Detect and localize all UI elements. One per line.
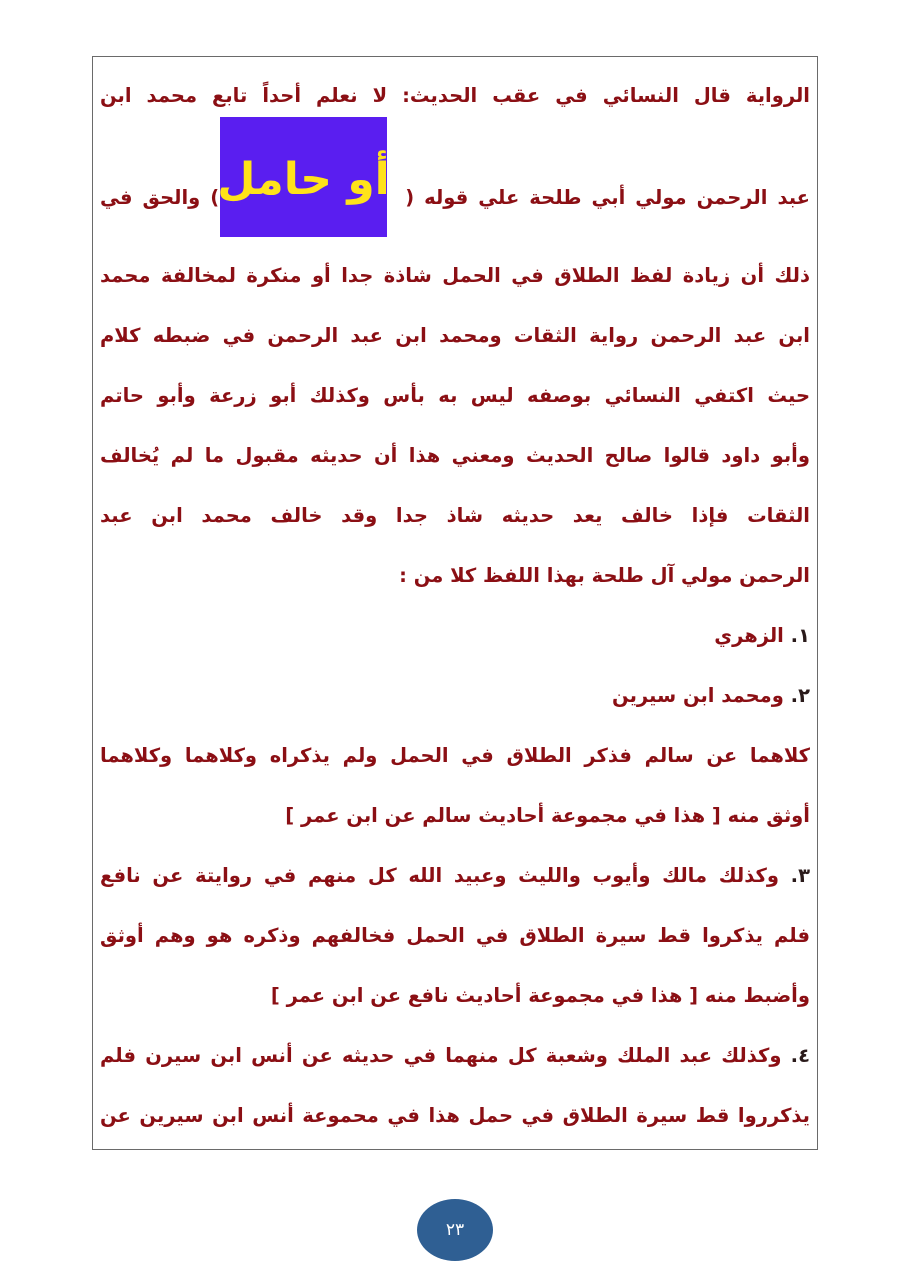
text-line-3: ذلك أن زيادة لفظ الطلاق في الحمل شاذة جدا أو منكرة لمخالفة محمد [100,264,810,287]
page-number: ٢٣ [445,1220,465,1240]
text-line-4: ابن عبد الرحمن رواية الثقات ومحمد ابن عبد الرحمن في ضبطه كلام [100,324,810,347]
list-item-2-number: ٢. [790,684,810,707]
list-item-4 [100,1038,810,1074]
page-number-badge [417,1199,493,1261]
text-line-5: حيث اكتفي النسائي بوصفه ليس به بأس وكذلك أبو زرعة وأبو حاتم [100,384,810,407]
text-line-2-start: عبد الرحمن مولي أبي طلحة علي قوله ( [405,186,810,209]
text-line-1: الرواية قال النسائي في عقب الحديث: لا نعلم أحداً تابع محمد ابن [100,84,810,107]
text-line-2-end: ) والحق في [100,186,220,209]
list-item-1 [100,618,810,654]
list-item-3 [100,858,810,894]
text-line-17: يذكرروا قط سيرة الطلاق في حمل هذا في محموعة أنس ابن سيرين عن [100,1104,810,1127]
list-item-4-text: وكذلك عبد الملك وشعبة كل منهما في حديثه عن أنس ابن سيرن فلم [100,1044,782,1067]
list-item-2-text: ومحمد ابن سيرين [612,684,784,707]
list-item-1-number: ١. [790,624,810,647]
text-line-11: كلاهما عن سالم فذكر الطلاق في الحمل ولم يذكراه وكلاهما وكلاهما [100,744,810,767]
list-item-3-text: وكذلك مالك وأيوب والليث وعبيد الله كل منهم في روايتة عن نافع [100,864,779,887]
highlight-box [217,117,390,237]
text-line-2 [100,180,810,216]
highlight-phrase: أو حامل [217,154,390,205]
list-item-2 [100,678,810,714]
text-line-12: أوثق منه [ هذا في مجموعة أحاديث سالم عن ابن عمر ] [285,804,810,827]
list-item-4-number: ٤. [790,1044,810,1067]
list-item-1-text: الزهري [714,624,784,647]
text-line-8: الرحمن مولي آل طلحة بهذا اللفظ كلا من : [399,564,810,587]
text-line-6: وأبو داود قالوا صالح الحديث ومعني هذا أن حديثه مقبول ما لم يُخالف [100,444,810,467]
text-line-7: الثقات فإذا خالف يعد حديثه شاذ جدا وقد خالف محمد ابن عبد [100,504,810,527]
text-line-14: فلم يذكروا قط سيرة الطلاق في الحمل فخالفهم وذكره هو وهم أوثق [100,924,810,947]
list-item-3-number: ٣. [790,864,810,887]
text-line-15: وأضبط منه [ هذا في مجموعة أحاديث نافع عن ابن عمر ] [270,984,810,1007]
